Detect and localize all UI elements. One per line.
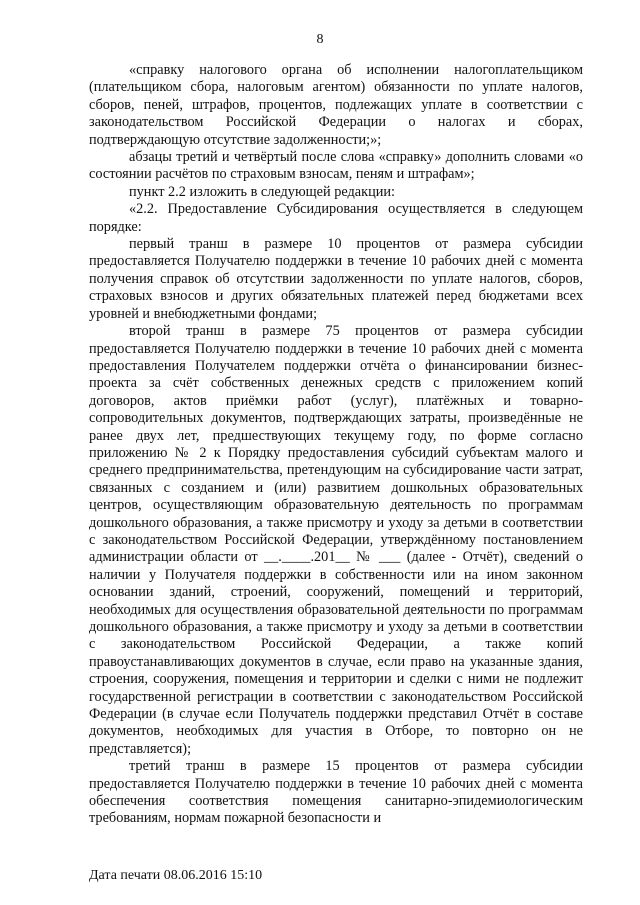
- document-body: [89, 62, 583, 828]
- paragraph-3: пункт 2.2 изложить в следующей редакции:: [129, 183, 396, 200]
- paragraph-4: «2.2. Предоставление Субсидирования осуществляется в следующем порядке:: [89, 201, 583, 235]
- paragraph-6: второй транш в размере 75 процентов от размера субсидии предоставляется Получателю поддержки в течение 10 рабочих дней с момента предоставления Получателем поддержки отчёта о финансировании бизнес-проекта за счёт собственных денежных средств с приложением копий договоров, актов приёмки работ (услуг), платёжных и товарно-сопроводительных документов, подтверждающих затраты, произведённые не ранее двух лет, предшествующих текущему году, по форме согласно приложению № 2 к Порядку предоставления субсидий субъектам малого и среднего предпринимательства, претендующим на субсидирование части затрат, связанных с созданием и (или) развитием дошкольных образовательных центров, осуществляющим образовательную деятельность по программам дошкольного образования, а также присмотру и уходу за детьми в соответствии с законодательством Российской Федерации, утверждённому постановлением администрации области от __.____.201__ № ___ (далее - Отчёт), сведений о наличии у Получателя поддержки в собственности или на ином законном основании зданий, строений, сооружений, помещений и территорий, необходимых для осуществления образовательной деятельности по программам дошкольного образования, а также присмотру и уходу за детьми в соответствии с законодательством Российской Федерации, а также копий правоустанавливающих документов в случае, если право на указанные здания, строения, сооружения, помещения и территории и сделки с ними не подлежит государственной регистрации в соответствии с законодательством Российской Федерации (в случае если Получатель поддержки представил Отчёт в составе документов, необходимых для участия в Отборе, то повторно он не представляется);: [89, 323, 583, 757]
- print-date-footer: Дата печати 08.06.2016 15:10: [89, 868, 263, 883]
- paragraph-1: «справку налогового органа об исполнении налогоплательщиком (плательщиком сбора, налоговым агентом) обязанности по уплате налогов, сборов, пеней, штрафов, процентов, подлежащих уплате в соответствии с законодательством Российской Федерации о налогах и сборах, подтверждающую отсутствие задолженности;»;: [89, 62, 583, 148]
- paragraph-5: первый транш в размере 10 процентов от размера субсидии предоставляется Получателю поддержки в течение 10 рабочих дней с момента получения справок об отсутствии задолженности по уплате налогов, сборов, страховых взносов и других обязательных платежей перед бюджетами всех уровней и внебюджетными фондами;: [89, 236, 583, 322]
- paragraph-7: третий транш в размере 15 процентов от размера субсидии предоставляется Получателю поддержки в течение 10 рабочих дней с момента обеспечения соответствия помещения санитарно-эпидемиологическим требованиям, нормам пожарной безопасности и: [89, 758, 583, 827]
- page-number: 8: [316, 32, 324, 47]
- paragraph-2: абзацы третий и четвёртый после слова «справку» дополнить словами «о состоянии расчётов по страховым взносам, пеням и штрафам»;: [89, 149, 583, 183]
